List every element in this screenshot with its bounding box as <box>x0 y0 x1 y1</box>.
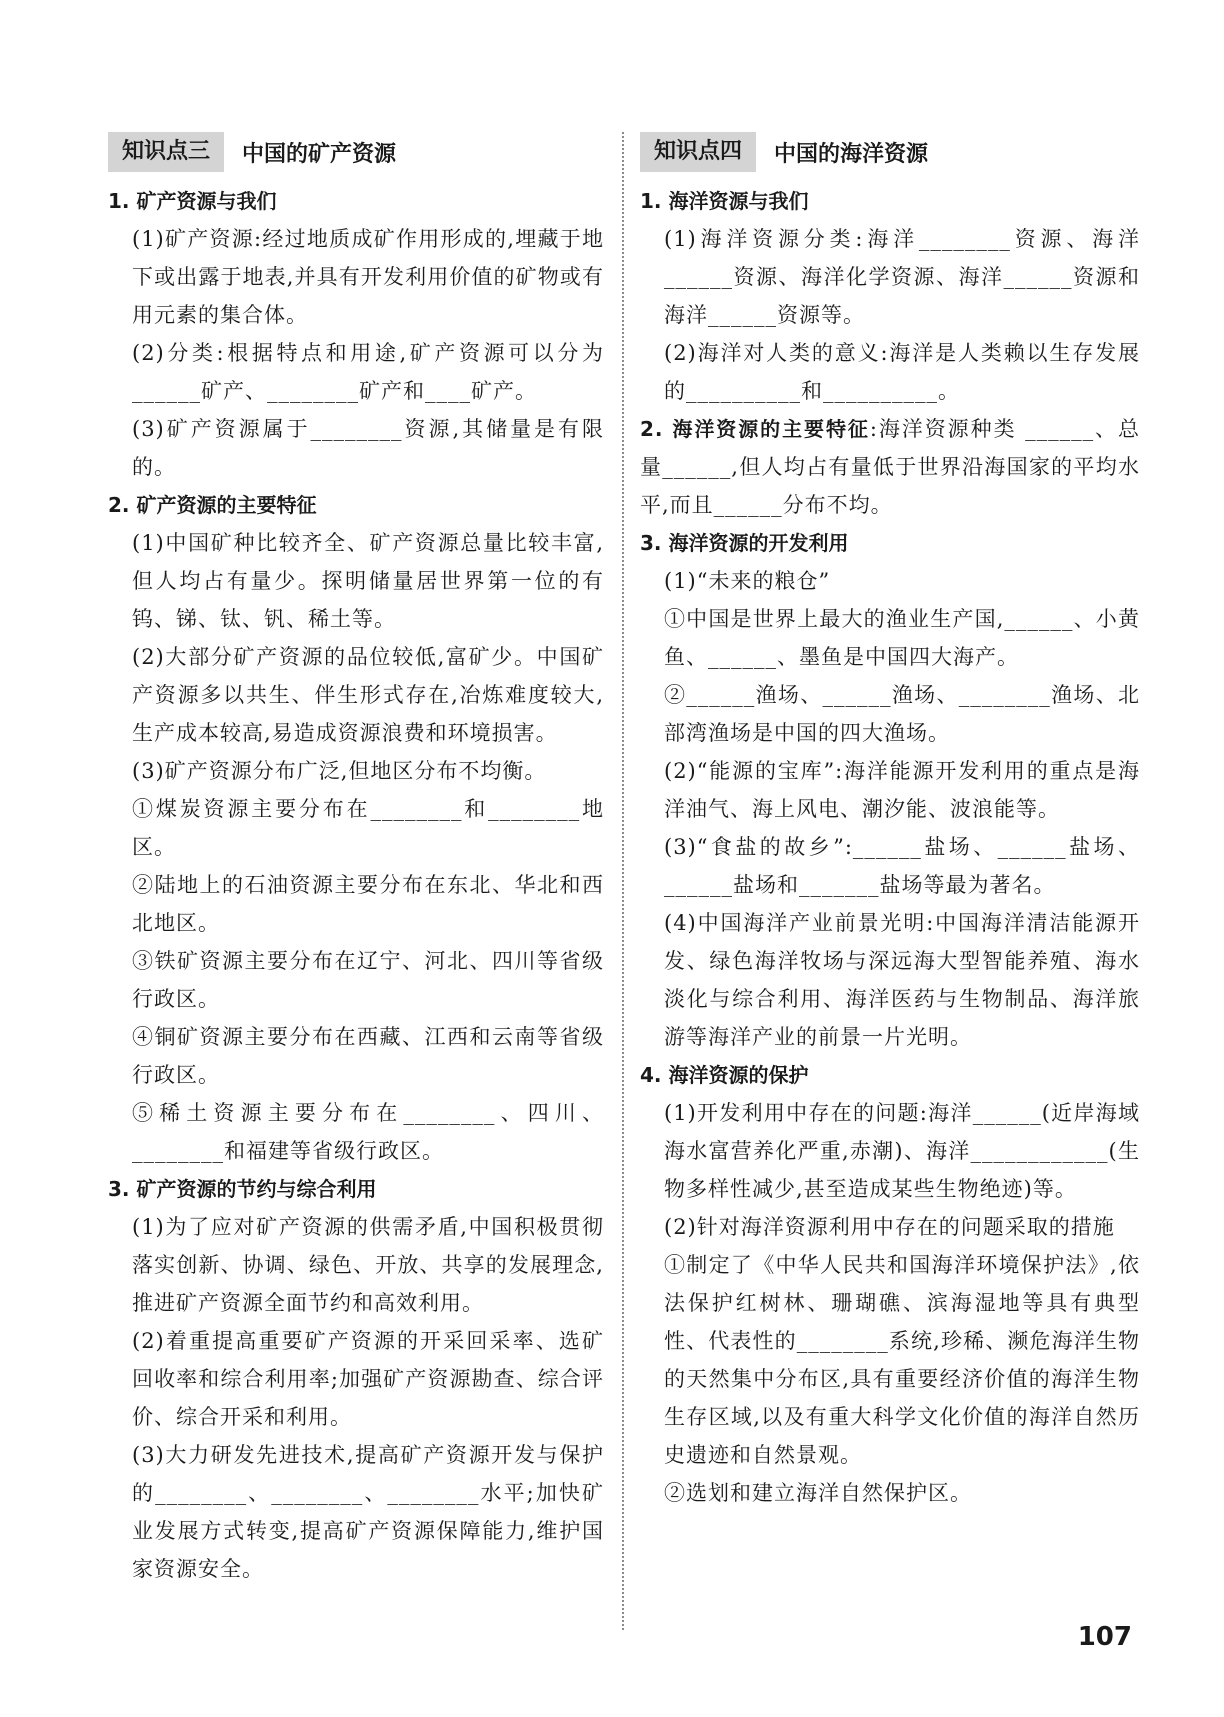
paragraph: (1)“未来的粮仓” <box>664 569 831 593</box>
paragraph: (1)开发利用中存在的问题:海洋______(近岸海域海水富营养化严重,赤潮)、海洋____________(生物多样性减少,甚至造成某些生物绝迹)等。 <box>664 1101 1140 1201</box>
section-heading: 3. 海洋资源的开发利用 <box>640 531 849 555</box>
paragraph: (2)海洋对人类的意义:海洋是人类赖以生存发展的__________和__________。 <box>664 341 1140 403</box>
paragraph: (3)大力研发先进技术,提高矿产资源开发与保护的________、________、________水平;加快矿业发展方式转变,提高矿产资源保障能力,维护国家资源安全。 <box>132 1443 604 1581</box>
section-heading: 1. 海洋资源与我们 <box>640 189 809 213</box>
section-heading: 3. 矿产资源的节约与综合利用 <box>108 1177 377 1201</box>
knowledge-point-4-tag: 知识点四 <box>640 132 756 172</box>
paragraph: ②陆地上的石油资源主要分布在东北、华北和西北地区。 <box>132 873 604 935</box>
paragraph: (2)着重提高重要矿产资源的开采回采率、选矿回收率和综合利用率;加强矿产资源勘查、综合评价、综合开采和利用。 <box>132 1329 604 1429</box>
knowledge-point-4-header <box>640 132 1140 172</box>
paragraph: ⑤稀土资源主要分布在________、四川、________和福建等省级行政区。 <box>132 1101 604 1163</box>
paragraph: (2)大部分矿产资源的品位较低,富矿少。中国矿产资源多以共生、伴生形式存在,冶炼难度较大,生产成本较高,易造成资源浪费和环境损害。 <box>132 645 604 745</box>
paragraph: ④铜矿资源主要分布在西藏、江西和云南等省级行政区。 <box>132 1025 604 1087</box>
paragraph: (1)为了应对矿产资源的供需矛盾,中国积极贯彻落实创新、协调、绿色、开放、共享的发展理念,推进矿产资源全面节约和高效利用。 <box>132 1215 604 1315</box>
paragraph: (2)分类:根据特点和用途,矿产资源可以分为______矿产、________矿产和____矿产。 <box>132 341 604 403</box>
column-divider <box>622 132 624 1630</box>
paragraph: ②______渔场、______渔场、________渔场、北部湾渔场是中国的四大渔场。 <box>664 683 1140 745</box>
paragraph: ①制定了《中华人民共和国海洋环境保护法》,依法保护红树林、珊瑚礁、滨海湿地等具有典型性、代表性的________系统,珍稀、濒危海洋生物的天然集中分布区,具有重要经济价值的海洋生物生存区域,以及有重大科学文化价值的海洋自然历史遗迹和自然景观。 <box>664 1253 1140 1467</box>
paragraph: (2)“能源的宝库”:海洋能源开发利用的重点是海洋油气、海上风电、潮汐能、波浪能等。 <box>664 759 1140 821</box>
paragraph: ①中国是世界上最大的渔业生产国,______、小黄鱼、______、墨鱼是中国四大海产。 <box>664 607 1140 669</box>
knowledge-point-4-title: 中国的海洋资源 <box>774 141 929 167</box>
section-heading: 1. 矿产资源与我们 <box>108 189 277 213</box>
knowledge-point-3-header <box>108 132 604 172</box>
page-number: 107 <box>1077 1622 1132 1652</box>
paragraph: (3)“食盐的故乡”:______盐场、______盐场、______盐场和_______盐场等最为著名。 <box>664 835 1140 897</box>
paragraph: (1)海洋资源分类:海洋________资源、海洋______资源、海洋化学资源、海洋______资源和海洋______资源等。 <box>664 227 1140 327</box>
paragraph: (3)矿产资源分布广泛,但地区分布不均衡。 <box>132 759 547 783</box>
paragraph: (1)矿产资源:经过地质成矿作用形成的,埋藏于地下或出露于地表,并具有开发利用价值的矿物或有用元素的集合体。 <box>132 227 604 327</box>
paragraph: ①煤炭资源主要分布在________和________地区。 <box>132 797 604 859</box>
left-column <box>108 132 604 1588</box>
knowledge-point-3-tag: 知识点三 <box>108 132 224 172</box>
paragraph: ②选划和建立海洋自然保护区。 <box>664 1481 972 1505</box>
paragraph: (3)矿产资源属于________资源,其储量是有限的。 <box>132 417 604 479</box>
inline-section <box>640 410 1140 524</box>
knowledge-point-3-title: 中国的矿产资源 <box>242 141 397 167</box>
paragraph: ③铁矿资源主要分布在辽宁、河北、四川等省级行政区。 <box>132 949 604 1011</box>
paragraph: (4)中国海洋产业前景光明:中国海洋清洁能源开发、绿色海洋牧场与深远海大型智能养殖、海水淡化与综合利用、海洋医药与生物制品、海洋旅游等海洋产业的前景一片光明。 <box>664 911 1140 1049</box>
paragraph: :海洋资源种类 ______、总量______,但人均占有量低于世界沿海国家的平均水平,而且______分布不均。 <box>640 417 1140 517</box>
paragraph: (1)中国矿种比较齐全、矿产资源总量比较丰富,但人均占有量少。探明储量居世界第一位的有钨、锑、钛、钒、稀土等。 <box>132 531 604 631</box>
section-heading: 2. 矿产资源的主要特征 <box>108 493 317 517</box>
section-heading: 4. 海洋资源的保护 <box>640 1063 809 1087</box>
section-heading: 2. 海洋资源的主要特征 <box>640 417 870 441</box>
right-column <box>640 132 1140 1512</box>
paragraph: (2)针对海洋资源利用中存在的问题采取的措施 <box>664 1215 1115 1239</box>
